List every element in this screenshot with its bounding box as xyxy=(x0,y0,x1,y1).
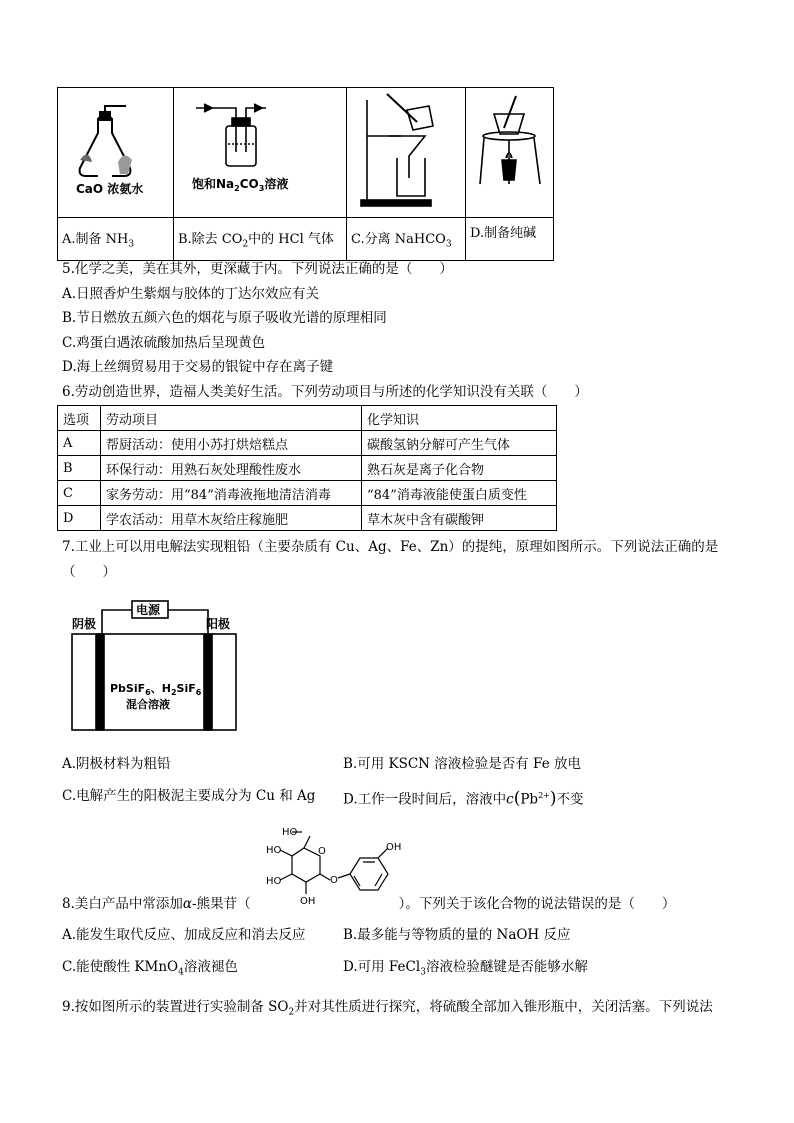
q6-table xyxy=(57,405,557,531)
table-row xyxy=(58,456,557,481)
q6-header-knowledge: 化学知识 xyxy=(362,406,557,431)
q6-header-activity: 劳动项目 xyxy=(101,406,362,431)
q4-fig-b-label: 饱和$Na_2CO_3$溶液 xyxy=(192,177,289,193)
q4-figure-b xyxy=(174,88,347,218)
q8-label: HO xyxy=(282,827,298,838)
q4-option-c: C.分离 NaHCO$_3$ xyxy=(347,218,466,261)
table-row xyxy=(58,481,557,506)
q8-label: O xyxy=(330,875,338,886)
q7-anode-label: 阳极 xyxy=(206,617,231,631)
q5-option-a: A.日照香炉生紫烟与胶体的丁达尔效应有关 xyxy=(62,286,320,302)
q4-apparatus-table xyxy=(57,87,554,261)
q4-figure-c xyxy=(347,88,466,218)
q7-solution-label-2: 混合溶液 xyxy=(126,698,170,711)
q7-option-a: A.阴极材料为粗铅 xyxy=(62,756,171,772)
q6-cell: 帮厨活动：使用小苏打烘焙糕点 xyxy=(101,431,362,456)
q6-cell: “84”消毒液能使蛋白质变性 xyxy=(362,481,557,506)
q7-stem-paren: （ ） xyxy=(62,564,116,580)
q8-label: HO xyxy=(266,876,282,887)
q8-option-c: C.能使酸性 KMnO$_4$溶液褪色 xyxy=(62,959,238,978)
q4-option-b: B.除去 $CO_2$中的 HCl 气体 xyxy=(174,218,347,261)
q7-power-label: 电源 xyxy=(136,603,161,617)
q6-cell: A xyxy=(58,431,101,456)
q8-option-d: D.可用 FeCl$_3$溶液检验醚键是否能够水解 xyxy=(343,959,588,978)
q7-option-c: C.电解产生的阳极泥主要成分为 Cu 和 Ag xyxy=(62,788,316,804)
table-row xyxy=(58,431,557,456)
q5-option-d: D.海上丝绸贸易用于交易的银锭中存在离子键 xyxy=(62,359,334,375)
q7-option-d: D.工作一段时间后，溶液中$c(Pb^{2+})$不变 xyxy=(343,788,584,809)
q8-label: HO xyxy=(266,845,282,856)
q6-stem: 6.劳动创造世界，造福人类美好生活。下列劳动项目与所述的化学知识没有关联（ ） xyxy=(62,384,588,400)
q5-option-c: C.鸡蛋白遇浓硫酸加热后呈现黄色 xyxy=(62,335,266,351)
q4-figure-d xyxy=(466,88,554,218)
q6-cell: C xyxy=(58,481,101,506)
q4-option-d: D.制备纯碱 xyxy=(466,218,554,261)
q8-arbutin-structure xyxy=(262,818,412,906)
q6-cell: 熟石灰是离子化合物 xyxy=(362,456,557,481)
q8-option-b: B.最多能与等物质的量的 NaOH 反应 xyxy=(343,927,571,943)
q8-option-a: A.能发生取代反应、加成反应和消去反应 xyxy=(62,927,306,943)
q6-cell: 草木灰中含有碳酸钾 xyxy=(362,506,557,531)
table-row xyxy=(58,506,557,531)
q8-label: OH xyxy=(386,842,402,853)
q6-cell: 家务劳动：用“84”消毒液拖地清洁消毒 xyxy=(101,481,362,506)
q6-header-option: 选项 xyxy=(58,406,101,431)
q6-cell: 环保行动：用熟石灰处理酸性废水 xyxy=(101,456,362,481)
q5-option-b: B.节日燃放五颜六色的烟花与原子吸收光谱的原理相同 xyxy=(62,310,387,326)
q8-label: O xyxy=(318,846,326,857)
q7-solution-label: PbSiF$_6$、$H_2SiF_6$ xyxy=(110,682,202,697)
q8-stem: 8.美白产品中常添加α-熊果苷（ ）。下列关于该化合物的说法错误的是（ ） xyxy=(62,896,676,912)
q7-cathode-label: 阴极 xyxy=(72,617,97,631)
q6-cell: B xyxy=(58,456,101,481)
q4-figure-a xyxy=(58,88,174,218)
q7-electrolysis-figure xyxy=(68,598,248,738)
q6-cell: D xyxy=(58,506,101,531)
q8-label: OH xyxy=(300,896,316,906)
q6-header-row xyxy=(58,406,557,431)
q4-fig-a-label: CaO 浓氨水 xyxy=(76,182,144,196)
q7-option-b: B.可用 KSCN 溶液检验是否有 Fe 放电 xyxy=(343,756,581,772)
q6-cell: 学农活动：用草木灰给庄稼施肥 xyxy=(101,506,362,531)
q4-option-a: A.制备 $NH_3$ xyxy=(58,218,174,261)
q9-stem: 9.按如图所示的装置进行实验制备 $SO_2$并对其性质进行探究，将硫酸全部加入锥形瓶中，关闭活塞。下列说法 xyxy=(62,999,713,1018)
q6-cell: 碳酸氢钠分解可产生气体 xyxy=(362,431,557,456)
q7-stem: 7.工业上可以用电解法实现粗铅（主要杂质有 Cu、Ag、Fe、Zn）的提纯，原理如图所示。下列说法正确的是 xyxy=(62,539,719,555)
q5-stem: 5.化学之美，美在其外，更深藏于内。下列说法正确的是（ ） xyxy=(62,261,453,277)
